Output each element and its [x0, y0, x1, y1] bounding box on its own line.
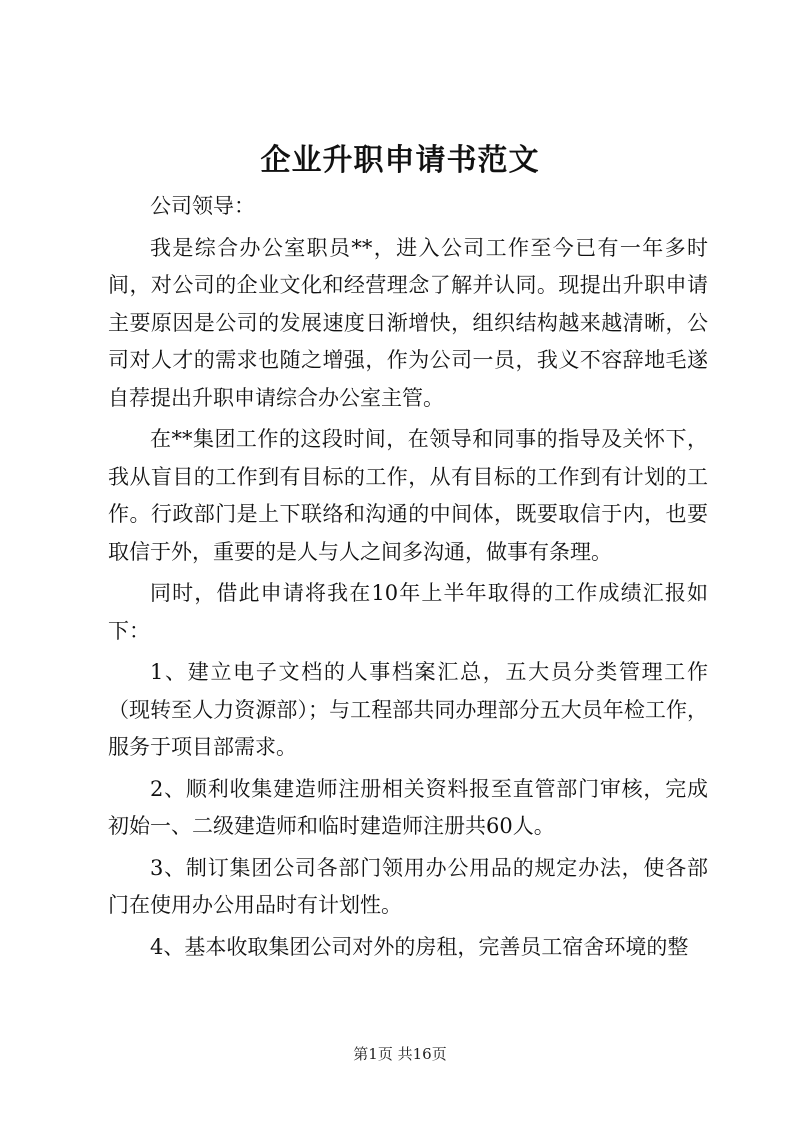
document-body: [108, 188, 708, 966]
list-item-4: 4、基本收取集团公司对外的房租，完善员工宿舍环境的整: [150, 934, 689, 959]
page-footer: 第1页 共16页: [353, 1045, 447, 1063]
list-item-1: 1、建立电子文档的人事档案汇总，五大员分类管理工作（现转至人力资源部）；与工程部共同办理部分五大员年检工作，服务于项目部需求。: [108, 660, 708, 759]
salutation: 公司领导：: [150, 194, 255, 218]
paragraph-experience: 在**集团工作的这段时间，在领导和同事的指导及关怀下，我从盲目的工作到有目标的工作，从有目标的工作到有计划的工作。行政部门是上下联络和沟通的中间体，既要取信于内，也要取信于外，重要的是人与人之间多沟通，做事有条理。: [108, 427, 708, 564]
paragraph-report-intro: 同时，借此申请将我在10年上半年取得的工作成绩汇报如下：: [108, 581, 708, 643]
document-title: 企业升职申请书范文: [260, 143, 540, 178]
list-item-2: 2、顺利收集建造师注册相关资料报至直管部门审核，完成初始一、二级建造师和临时建造师注册共60人。: [108, 776, 708, 838]
list-item-3: 3、制订集团公司各部门领用办公用品的规定办法，使各部门在使用办公用品时有计划性。: [108, 855, 708, 917]
paragraph-intro: 我是综合办公室职员**，进入公司工作至今已有一年多时间，对公司的企业文化和经营理念了解并认同。现提出升职申请主要原因是公司的发展速度日渐增快，组织结构越来越清晰，公司对人才的需求也随之增强，作为公司一员，我义不容辞地毛遂自荐提出升职申请综合办公室主管。: [108, 235, 708, 410]
